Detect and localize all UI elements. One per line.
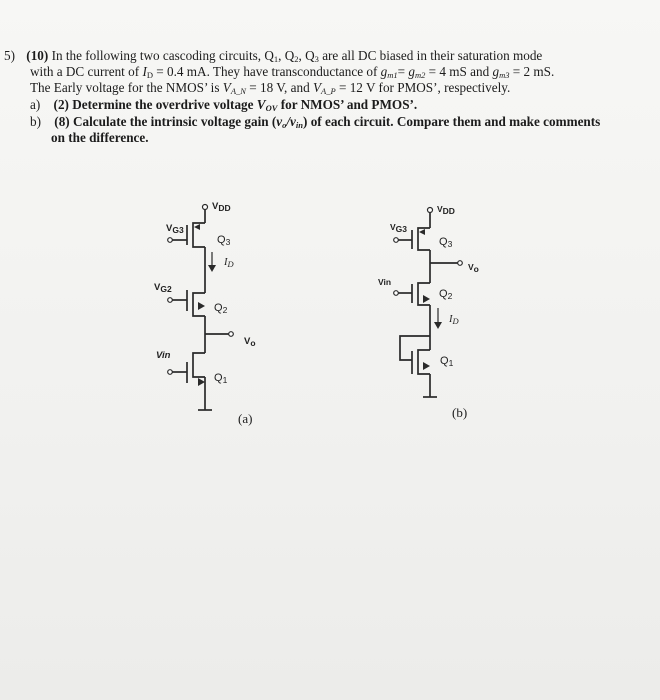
circuit-b-vdd-terminal <box>428 208 433 213</box>
circuit-b-q3-label: $Q_3$ <box>439 236 453 249</box>
circuit-a-vg3-terminal <box>168 238 173 243</box>
circuit-a-q1-arrow <box>198 378 205 386</box>
circuit-a-vin-label: Vin <box>156 350 171 361</box>
circuit-a-q1-label: $Q_1$ <box>214 372 228 385</box>
circuit-a-caption: (a) <box>238 411 253 426</box>
circuit-b-vin-terminal <box>394 291 399 296</box>
part-a: a) (2) Determine the overdrive voltage $V_{OV}$ for NMOS’ and PMOS’. <box>30 97 418 113</box>
circuit-b-vin-label: Vin <box>378 277 392 287</box>
circuit-b-id-label: $I_D$ <box>449 314 459 326</box>
circuit-a-vg3-label: $V_{G3}$ <box>166 223 184 235</box>
circuit-b-q1-diode-link <box>400 336 430 360</box>
circuit-b-q2-label: $Q_2$ <box>439 288 453 301</box>
circuit-a-q3-arrow <box>194 224 200 230</box>
problem-line-1: 5) (10) In the following two cascoding circuits, $Q_1$, $Q_2$, $Q_3$ are all DC biased in their saturation mode <box>4 48 543 64</box>
circuit-a-q3-label: $Q_3$ <box>217 234 231 247</box>
part-b: b) (8) Calculate the intrinsic voltage gain $(v_o/v_{in})$ of each circuit. Compare them and make comments <box>30 114 601 130</box>
circuit-a-id-label: $I_D$ <box>224 257 234 269</box>
circuit-b-id-arrow <box>434 322 442 329</box>
circuit-b-vdd-label: $V_{DD}$ <box>437 204 455 216</box>
circuit-b-q2-arrow <box>423 295 430 303</box>
circuit-a-q2-arrow <box>198 302 205 310</box>
circuit-b-q1-arrow <box>423 362 430 370</box>
problem-points: (10) <box>26 48 49 63</box>
circuit-a-vg2-label: $V_{G2}$ <box>154 282 172 294</box>
circuit-b-q1-label: $Q_1$ <box>440 355 454 368</box>
circuit-b-vo-label: $V_o$ <box>468 262 479 274</box>
circuit-a-q2-label: $Q_2$ <box>214 302 228 315</box>
circuit-b-q1-channel <box>418 350 430 374</box>
circuit-a-vdd-terminal <box>203 205 208 210</box>
part-b-line-2: on the difference. <box>51 130 149 145</box>
circuit-b-vg3-terminal <box>394 238 399 243</box>
circuit-a-vg2-terminal <box>168 298 173 303</box>
problem-line-2: with a DC current of $I_D = 0.4$ mA. They have transconductance of $g_{m1}= g_{m2} = 4$ mS and $g_{m3} = 2$ mS. <box>30 64 555 80</box>
circuit-a-vo-terminal <box>229 332 234 337</box>
circuit-a-vdd-label: $V_{DD}$ <box>212 201 231 213</box>
circuit-b-caption: (b) <box>452 405 468 420</box>
circuit-a-id-arrow <box>208 265 216 272</box>
problem-number: 5) <box>4 48 15 63</box>
circuit-b-q3-arrow <box>419 229 425 235</box>
circuit-a-vin-terminal <box>168 370 173 375</box>
circuit-b-vo-terminal <box>458 261 463 266</box>
problem-line-3: The Early voltage for the NMOS’ is $V_{A\_N} = 18$ V, and $V_{A\_P} = 12$ V for PMOS’, respectively. <box>30 80 511 96</box>
circuit-a-q1-channel <box>193 353 205 377</box>
circuit-b-vg3-label: $V_{G3}$ <box>390 222 408 234</box>
circuit-a-vo-label: $V_o$ <box>244 336 256 348</box>
